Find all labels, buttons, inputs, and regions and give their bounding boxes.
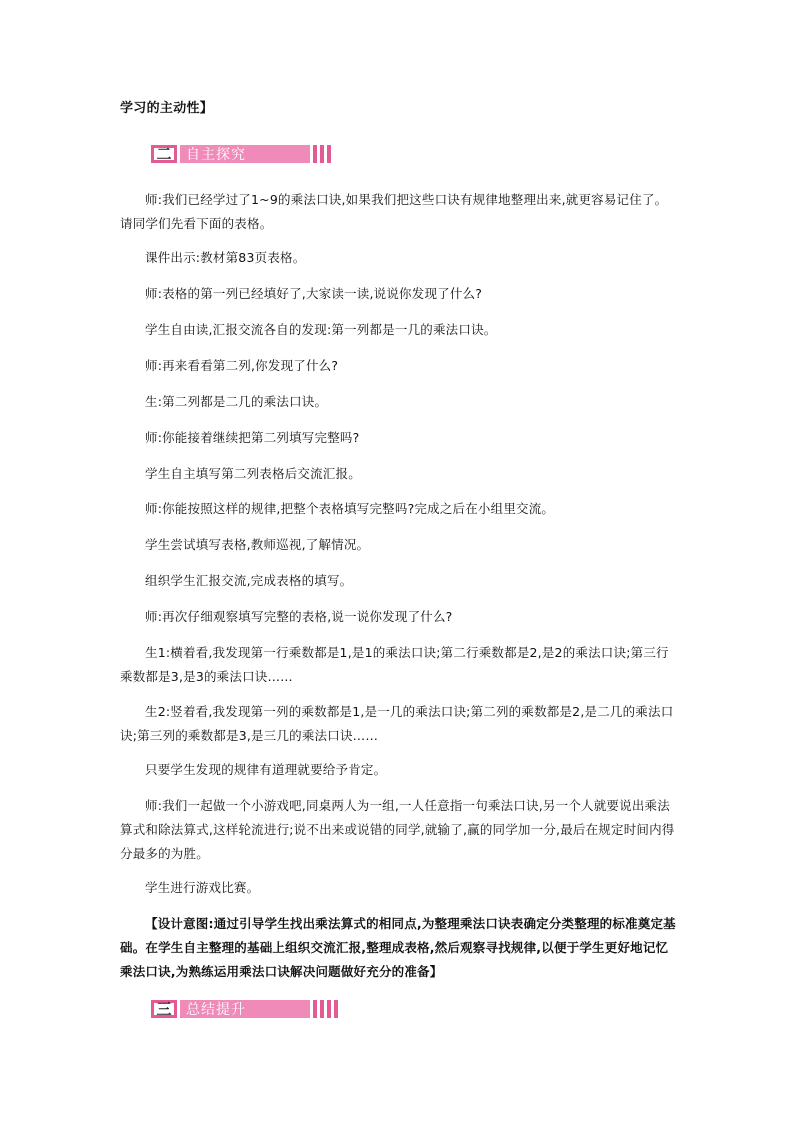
paragraph: 组织学生汇报交流,完成表格的填写。 — [145, 573, 353, 588]
paragraph: 学生尝试填写表格,教师巡视,了解情况。 — [145, 537, 370, 552]
section-number-box — [151, 1000, 177, 1018]
section-title: 自主探究 — [186, 147, 246, 163]
section-number: 二 — [156, 144, 172, 163]
section-number: 三 — [156, 999, 172, 1018]
decorative-bars — [313, 1000, 341, 1018]
design-intent: 【设计意图:通过引导学生找出乘法算式的相同点,为整理乘法口诀表确定分类整理的标准奠定基础。在学生自主整理的基础上组织交流汇报,整理成表格,然后观察寻找规律,以便于学生更好地记忆乘法口诀,为熟练运用乘法口诀解决问题做好充分的准备】 — [120, 916, 676, 979]
paragraph: 师:你能按照这样的规律,把整个表格填写完整吗?完成之后在小组里交流。 — [145, 501, 555, 516]
section-number-box — [151, 145, 177, 163]
paragraph: 生:第二列都是二几的乘法口诀。 — [145, 394, 328, 409]
paragraph: 师:表格的第一列已经填好了,大家读一读,说说你发现了什么? — [145, 286, 483, 301]
section-title-box — [180, 1000, 310, 1018]
paragraph: 师:你能接着继续把第二列填写完整吗? — [145, 430, 360, 445]
paragraph: 课件出示:教材第83页表格。 — [145, 250, 306, 265]
paragraph: 学生进行游戏比赛。 — [145, 880, 260, 895]
section-header-2 — [151, 144, 334, 164]
section-title: 总结提升 — [186, 1002, 246, 1018]
decorative-bars — [313, 145, 334, 163]
section-header-3 — [151, 999, 341, 1019]
paragraph: 师:再来看看第二列,你发现了什么? — [145, 358, 339, 373]
continued-text: 学习的主动性】 — [120, 101, 214, 116]
paragraph: 生2:竖着看,我发现第一列的乘数都是1,是一几的乘法口诀;第二列的乘数都是2,是二几的乘法口诀;第三列的乘数都是3,是三几的乘法口诀…… — [120, 704, 674, 743]
paragraph: 学生自主填写第二列表格后交流汇报。 — [145, 466, 361, 481]
paragraph: 师:再次仔细观察填写完整的表格,说一说你发现了什么? — [145, 609, 453, 624]
paragraph: 只要学生发现的规律有道理就要给予肯定。 — [145, 762, 387, 777]
paragraph: 师:我们一起做一个小游戏吧,同桌两人为一组,一人任意指一句乘法口诀,另一个人就要说出乘法算式和除法算式,这样轮流进行;说不出来或说错的同学,就输了,赢的同学加一分,最后在规定时间内得分最多的为胜。 — [120, 798, 675, 861]
paragraph: 师:我们已经学过了1~9的乘法口诀,如果我们把这些口诀有规律地整理出来,就更容易记住了。请同学们先看下面的表格。 — [120, 192, 668, 231]
paragraph: 学生自由读,汇报交流各自的发现:第一列都是一几的乘法口诀。 — [145, 322, 497, 337]
paragraph: 生1:横着看,我发现第一行乘数都是1,是1的乘法口诀;第二行乘数都是2,是2的乘法口诀;第三行乘数都是3,是3的乘法口诀…… — [120, 645, 669, 684]
section-title-box — [180, 145, 310, 163]
